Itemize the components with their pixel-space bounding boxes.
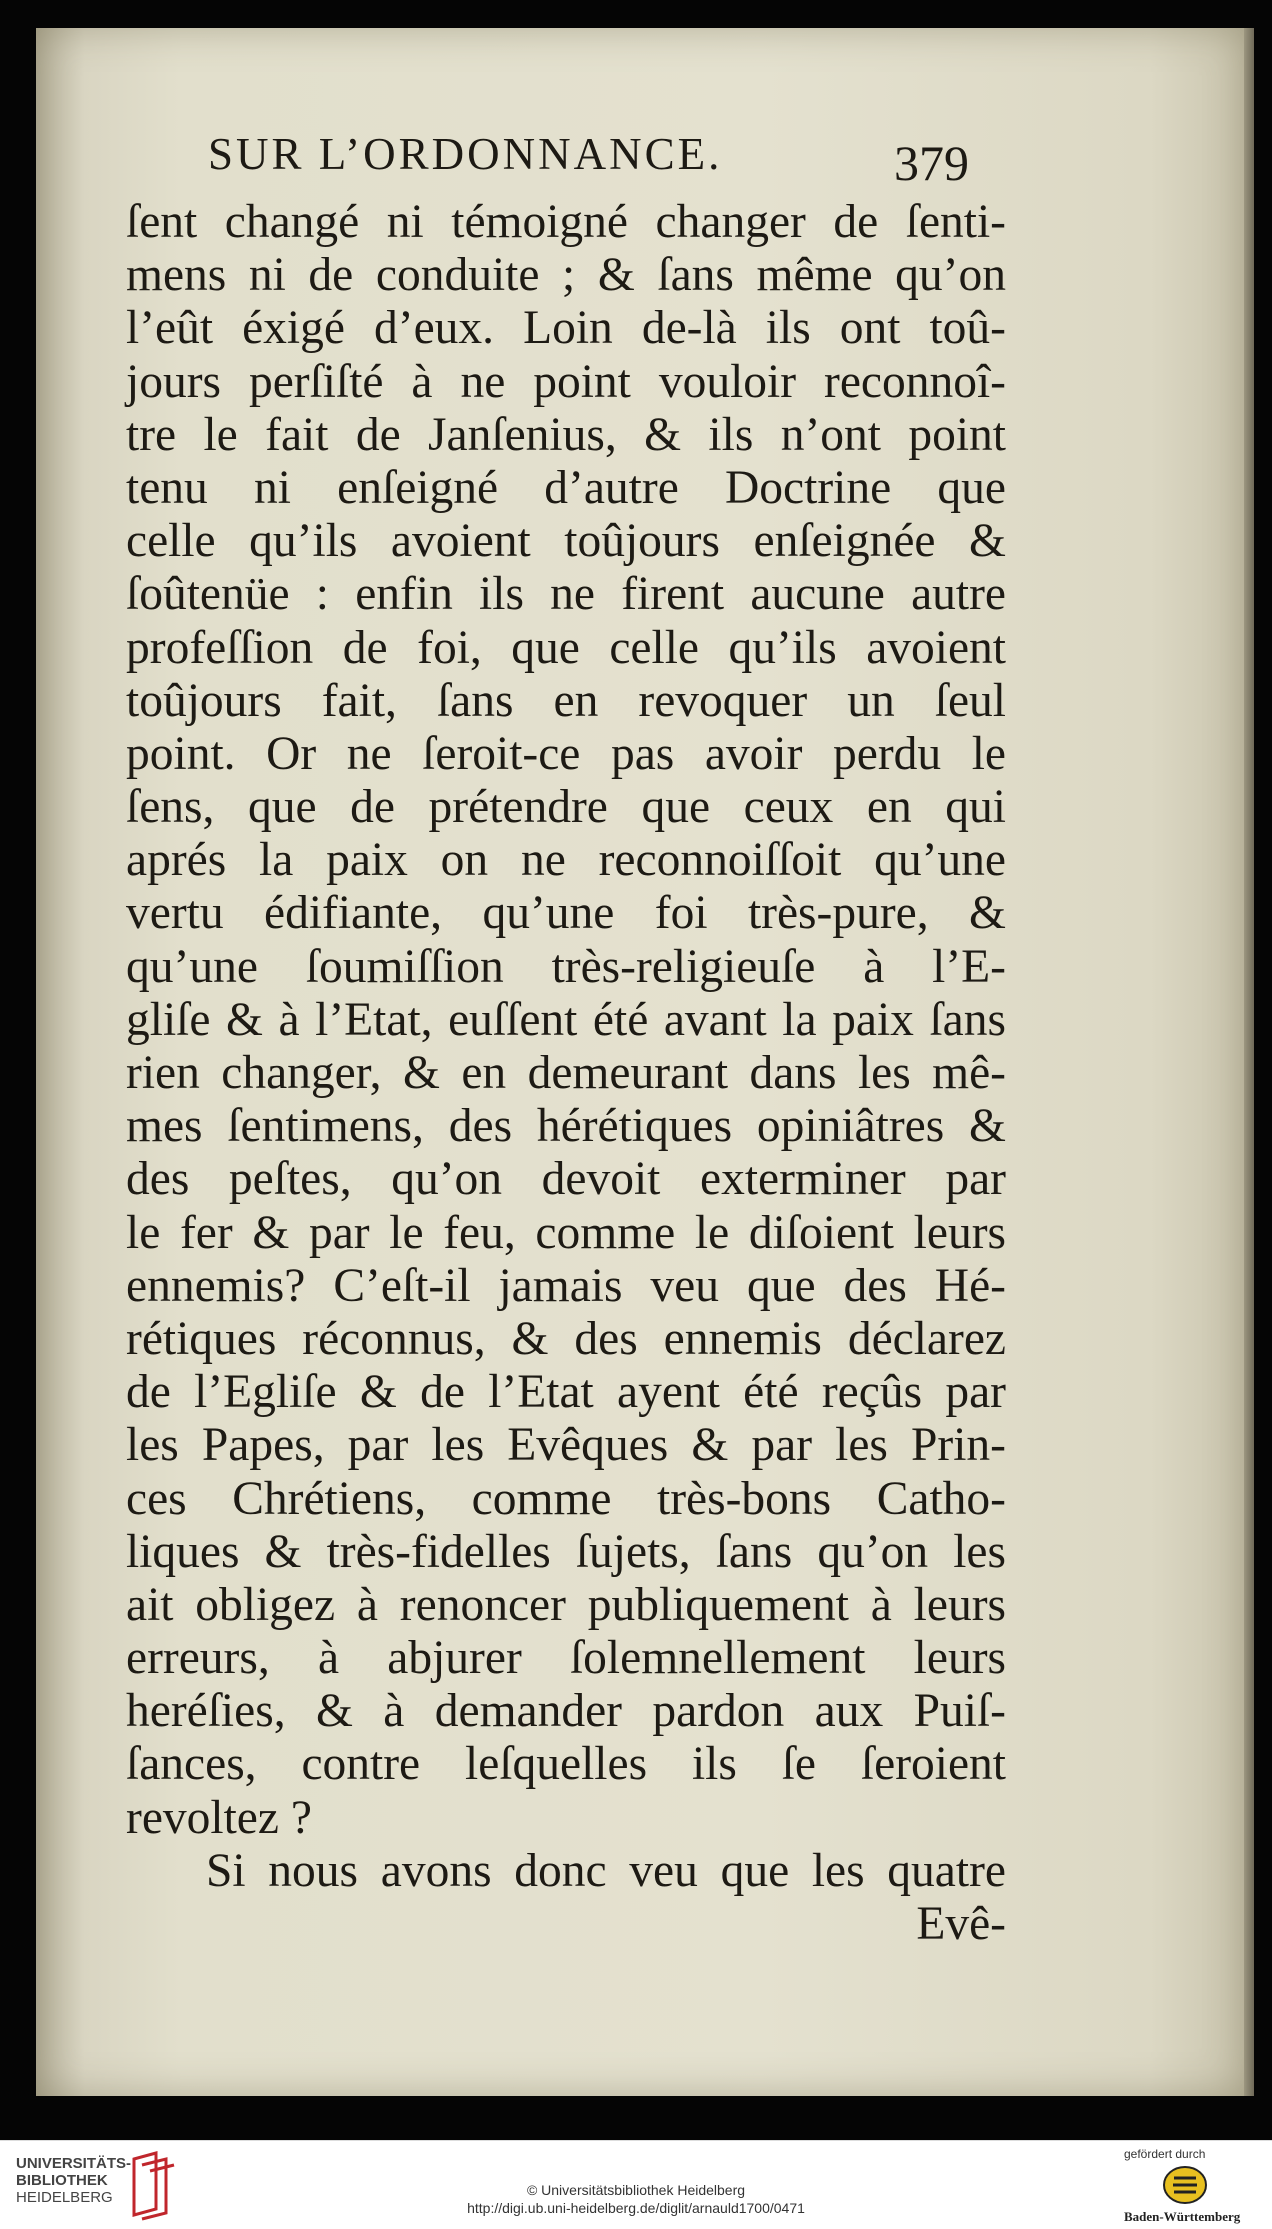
text-line: des peſtes, qu’on devoit exterminer par [126, 1153, 1006, 1206]
page-number: 379 [894, 135, 969, 191]
text-line: ennemis? C’eſt-il jamais veu que des Hé- [126, 1259, 1006, 1312]
copyright-text: © Universitätsbibliothek Heidelberg [526, 2182, 746, 2198]
text-line: profeſſion de foi, que celle qu’ils avoient [126, 621, 1006, 674]
text-line: heréſies, & à demander pardon aux Puiſ- [126, 1685, 1006, 1738]
text-line: vertu édifiante, qu’une foi très-pure, & [126, 887, 1006, 940]
text-line: ſoûtenüe : enfin ils ne firent aucune autre [126, 568, 1006, 621]
text-line: revoltez ? [126, 1791, 312, 1844]
library-line: BIBLIOTHEK [16, 2172, 108, 2189]
text-line: de l’Egliſe & de l’Etat ayent été reçûs par [126, 1366, 1006, 1419]
permalink[interactable]: http://digi.ub.uni-heidelberg.de/diglit/arnauld1700/0471 [467, 2200, 805, 2216]
running-head: SUR L’ORDONNANCE. [208, 129, 723, 179]
text-line: mes ſentimens, des hérétiques opiniâtres & [126, 1100, 1006, 1153]
text-line: l’eût éxigé d’eux. Loin de-là ils ont toû- [126, 302, 1006, 355]
text-line: liques & très-fidelles ſujets, ſans qu’on les [126, 1525, 1006, 1578]
text-line: ces Chrétiens, comme très-bons Catho- [126, 1472, 1006, 1525]
text-line: mens ni de conduite ; & ſans même qu’on [126, 249, 1006, 302]
text-line: point. Or ne ſeroit-ce pas avoir perdu le [126, 727, 1006, 780]
library-line: UNIVERSITÄTS- [16, 2155, 132, 2172]
text-line: les Papes, par les Evêques & par les Prin- [126, 1419, 1006, 1472]
text-line: tre le fait de Janſenius, & ils n’ont point [126, 408, 1006, 461]
catchword: Evê- [916, 1898, 1006, 1950]
text-line: qu’une ſoumiſſion très-religieuſe à l’E- [126, 940, 1006, 993]
text-line: ſens, que de prétendre que ceux en qui [126, 781, 1006, 834]
text-line: tenu ni enſeigné d’autre Doctrine que [126, 461, 1006, 514]
text-line: gliſe & à l’Etat, euſſent été avant la paix ſans [126, 993, 1006, 1046]
state-seal-icon[interactable] [1162, 2165, 1208, 2205]
library-line: HEIDELBERG [16, 2189, 113, 2206]
text-line: celle qu’ils avoient toûjours enſeignée & [126, 515, 1006, 568]
text-line: erreurs, à abjurer ſolemnellement leurs [126, 1632, 1006, 1685]
page-edge [1244, 28, 1254, 2096]
text-line: aprés la paix on ne reconnoiſſoit qu’une [126, 834, 1006, 887]
footer-bar [0, 2140, 1272, 2229]
sponsor-label: gefördert durch [1124, 2147, 1206, 2161]
text-line: ait obligez à renoncer publiquement à leurs [126, 1578, 1006, 1631]
text-line: ſent changé ni témoigné changer de ſenti- [126, 196, 1006, 248]
text-line: le fer & par le feu, comme le diſoient leurs [126, 1206, 1006, 1259]
sponsor-name: Baden-Württemberg [1124, 2209, 1241, 2224]
text-line: jours perſiſté à ne point vouloir reconnoî- [126, 355, 1006, 408]
scanned-book-page [36, 28, 1246, 2096]
text-line: rien changer, & en demeurant dans les mê- [126, 1047, 1006, 1099]
text-line: Si nous avons donc veu que les quatre [206, 1844, 1006, 1897]
text-line: rétiques réconnus, & des ennemis déclarez [126, 1312, 1006, 1365]
text-line: toûjours fait, ſans en revoquer un ſeul [126, 674, 1006, 727]
copyright-notice [0, 2181, 1272, 2217]
text-block [126, 196, 1006, 1951]
text-line: ſances, contre leſquelles ils ſe ſeroient [126, 1738, 1006, 1791]
